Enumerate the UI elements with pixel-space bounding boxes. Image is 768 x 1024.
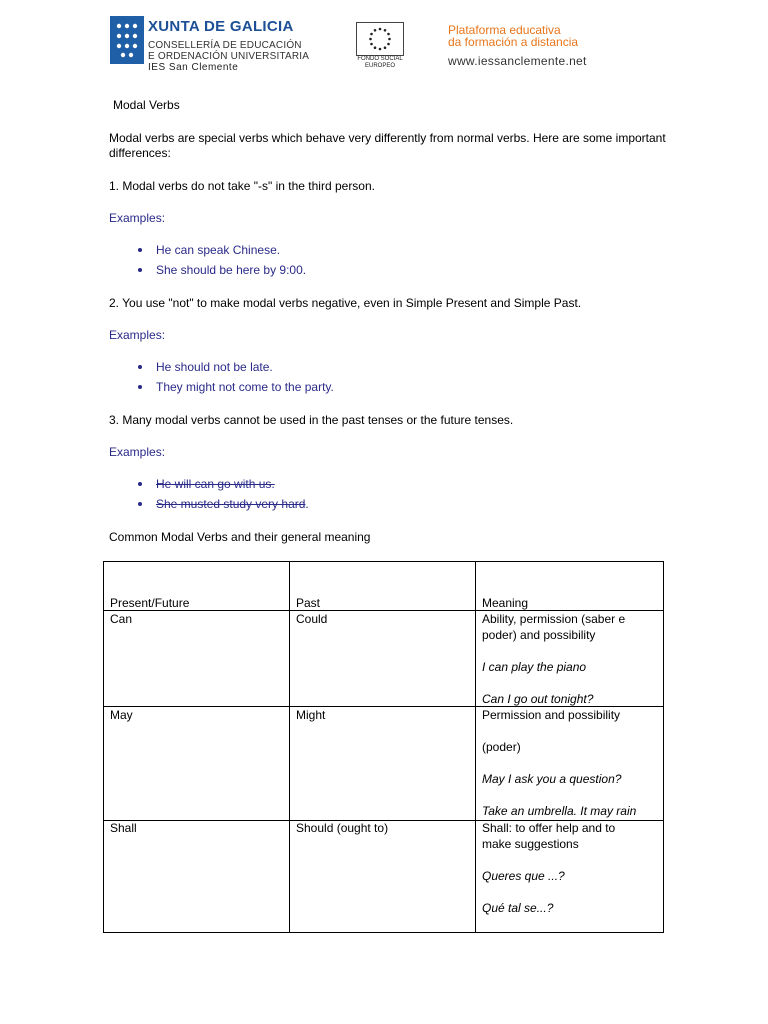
table-cell-meaning: Permission and possibility (poder) May I ask you a question? Take an umbrella. It may rain — [482, 707, 658, 819]
header-present-future: Present/Future — [110, 596, 190, 610]
bullet-icon — [138, 502, 142, 506]
rule-3: 3. Many modal verbs cannot be used in the past tenses or the future tenses. — [109, 413, 514, 427]
document-header — [108, 14, 620, 74]
website-url: www.iessanclemente.net — [448, 54, 587, 68]
example-sentence: May I ask you a question? — [482, 772, 622, 786]
bullet-icon — [138, 365, 142, 369]
list-item: He will can go with us. — [138, 474, 309, 494]
rule-1: 1. Modal verbs do not take "-s" in the third person. — [109, 179, 375, 193]
example-sentence: Can I go out tonight? — [482, 692, 594, 706]
header-past: Past — [296, 596, 321, 610]
table-cell-past: Could — [296, 612, 328, 626]
document-title: Modal Verbs — [113, 98, 180, 112]
column-divider — [289, 562, 290, 932]
column-divider — [475, 562, 476, 932]
examples-2-label: Examples: — [109, 328, 166, 342]
header-meaning: Meaning — [482, 596, 529, 610]
intro-paragraph: Modal verbs are special verbs which behave very differently from normal verbs. Here are some important differences: — [109, 131, 666, 160]
eu-caption: FONDO SOCIAL EUROPEO — [357, 56, 403, 69]
rule-2: 2. You use "not" to make modal verbs negative, even in Simple Present and Simple Past. — [109, 296, 582, 310]
table-cell-present: Shall — [110, 821, 137, 835]
examples-3-list — [138, 474, 309, 514]
examples-1-list — [138, 240, 306, 280]
examples-2-list — [138, 357, 334, 397]
examples-3-label: Examples: — [109, 445, 166, 459]
table-cell-present: Can — [110, 612, 133, 626]
list-item: She should be here by 9:00. — [138, 260, 306, 280]
org-name: XUNTA DE GALICIA — [148, 18, 294, 35]
bullet-icon — [138, 482, 142, 486]
list-item: He should not be late. — [138, 357, 334, 377]
bullet-icon — [138, 268, 142, 272]
table-cell-meaning: Shall: to offer help and to make suggestions Queres que ...? Qué tal se...? — [482, 820, 642, 916]
eu-flag-icon — [356, 22, 404, 56]
platform-title: Plataforma educativa da formación a distancia — [448, 23, 579, 49]
list-item: She musted study very hard. — [138, 494, 309, 514]
modal-verbs-table — [103, 561, 664, 933]
example-sentence: Queres que ...? — [482, 869, 565, 883]
table-cell-past: Should (ought to) — [296, 821, 389, 835]
table-cell-past: Might — [296, 708, 326, 722]
table-cell-meaning: Ability, permission (saber e poder) and possibility I can play the piano Can I go out tonight? — [482, 611, 658, 707]
xunta-logo-icon — [110, 16, 144, 64]
example-sentence: I can play the piano — [482, 660, 587, 674]
example-sentence: Take an umbrella. It may rain — [482, 804, 637, 818]
list-item: He can speak Chinese. — [138, 240, 306, 260]
table-caption: Common Modal Verbs and their general meaning — [109, 530, 371, 544]
bullet-icon — [138, 385, 142, 389]
example-sentence: Qué tal se...? — [482, 901, 554, 915]
org-department-line1: CONSELLERÍA DE EDUCACIÓN — [148, 40, 302, 51]
school-name: IES San Clemente — [148, 62, 239, 73]
examples-1-label: Examples: — [109, 211, 166, 225]
org-department-line2: E ORDENACIÓN UNIVERSITARIA — [148, 51, 310, 62]
table-cell-present: May — [110, 708, 133, 722]
bullet-icon — [138, 248, 142, 252]
list-item: They might not come to the party. — [138, 377, 334, 397]
